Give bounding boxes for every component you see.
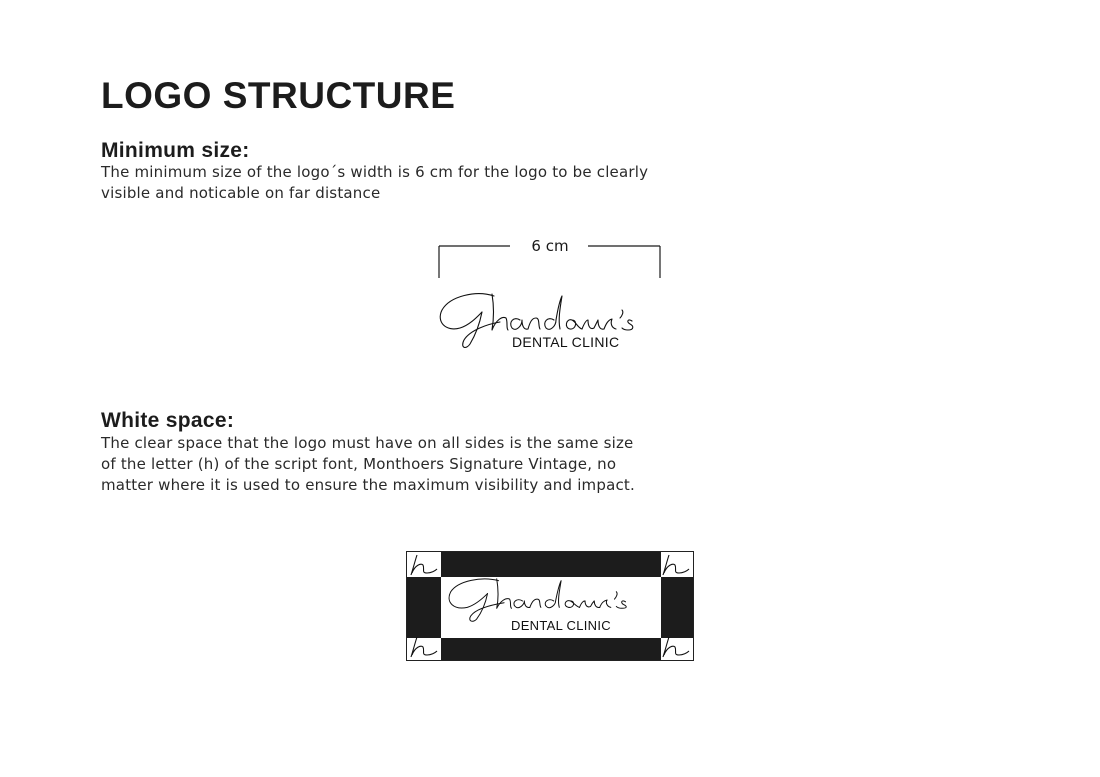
minimum-size-description [101, 162, 648, 204]
script-h-glyph [409, 635, 439, 659]
script-h-glyph [661, 553, 691, 577]
minimum-size-heading: Minimum size: [101, 139, 250, 162]
clear-space-right-block [659, 577, 693, 638]
script-h-glyph [409, 553, 439, 577]
script-h-glyph [661, 635, 691, 659]
minimum-size-line: The minimum size of the logo´s width is 6 cm for the logo to be clearly [101, 163, 649, 181]
logo-minimum-size [436, 288, 666, 354]
clear-space-bottom-block [441, 637, 661, 660]
clear-space-left-block [407, 577, 441, 638]
logo-tagline: DENTAL CLINIC [512, 334, 620, 350]
logo-clear-space-inner [441, 577, 661, 638]
white-space-line: The clear space that the logo must have on all sides is the same size [101, 434, 634, 452]
white-space-description [101, 433, 635, 496]
minimum-size-line: visible and noticable on far distance [101, 184, 381, 202]
white-space-line: matter where it is used to ensure the maximum visibility and impact. [101, 476, 635, 494]
clear-space-top-block [441, 552, 661, 577]
logo-tagline: DENTAL CLINIC [511, 618, 611, 633]
logo-clear-space-diagram [406, 551, 694, 661]
logo-script-ghandours [441, 577, 661, 623]
white-space-heading: White space: [101, 409, 235, 432]
page-title: LOGO STRUCTURE [101, 75, 456, 116]
white-space-line: of the letter (h) of the script font, Monthoers Signature Vintage, no [101, 455, 617, 473]
width-measure-bracket [438, 236, 662, 280]
measure-label: 6 cm [531, 237, 569, 255]
